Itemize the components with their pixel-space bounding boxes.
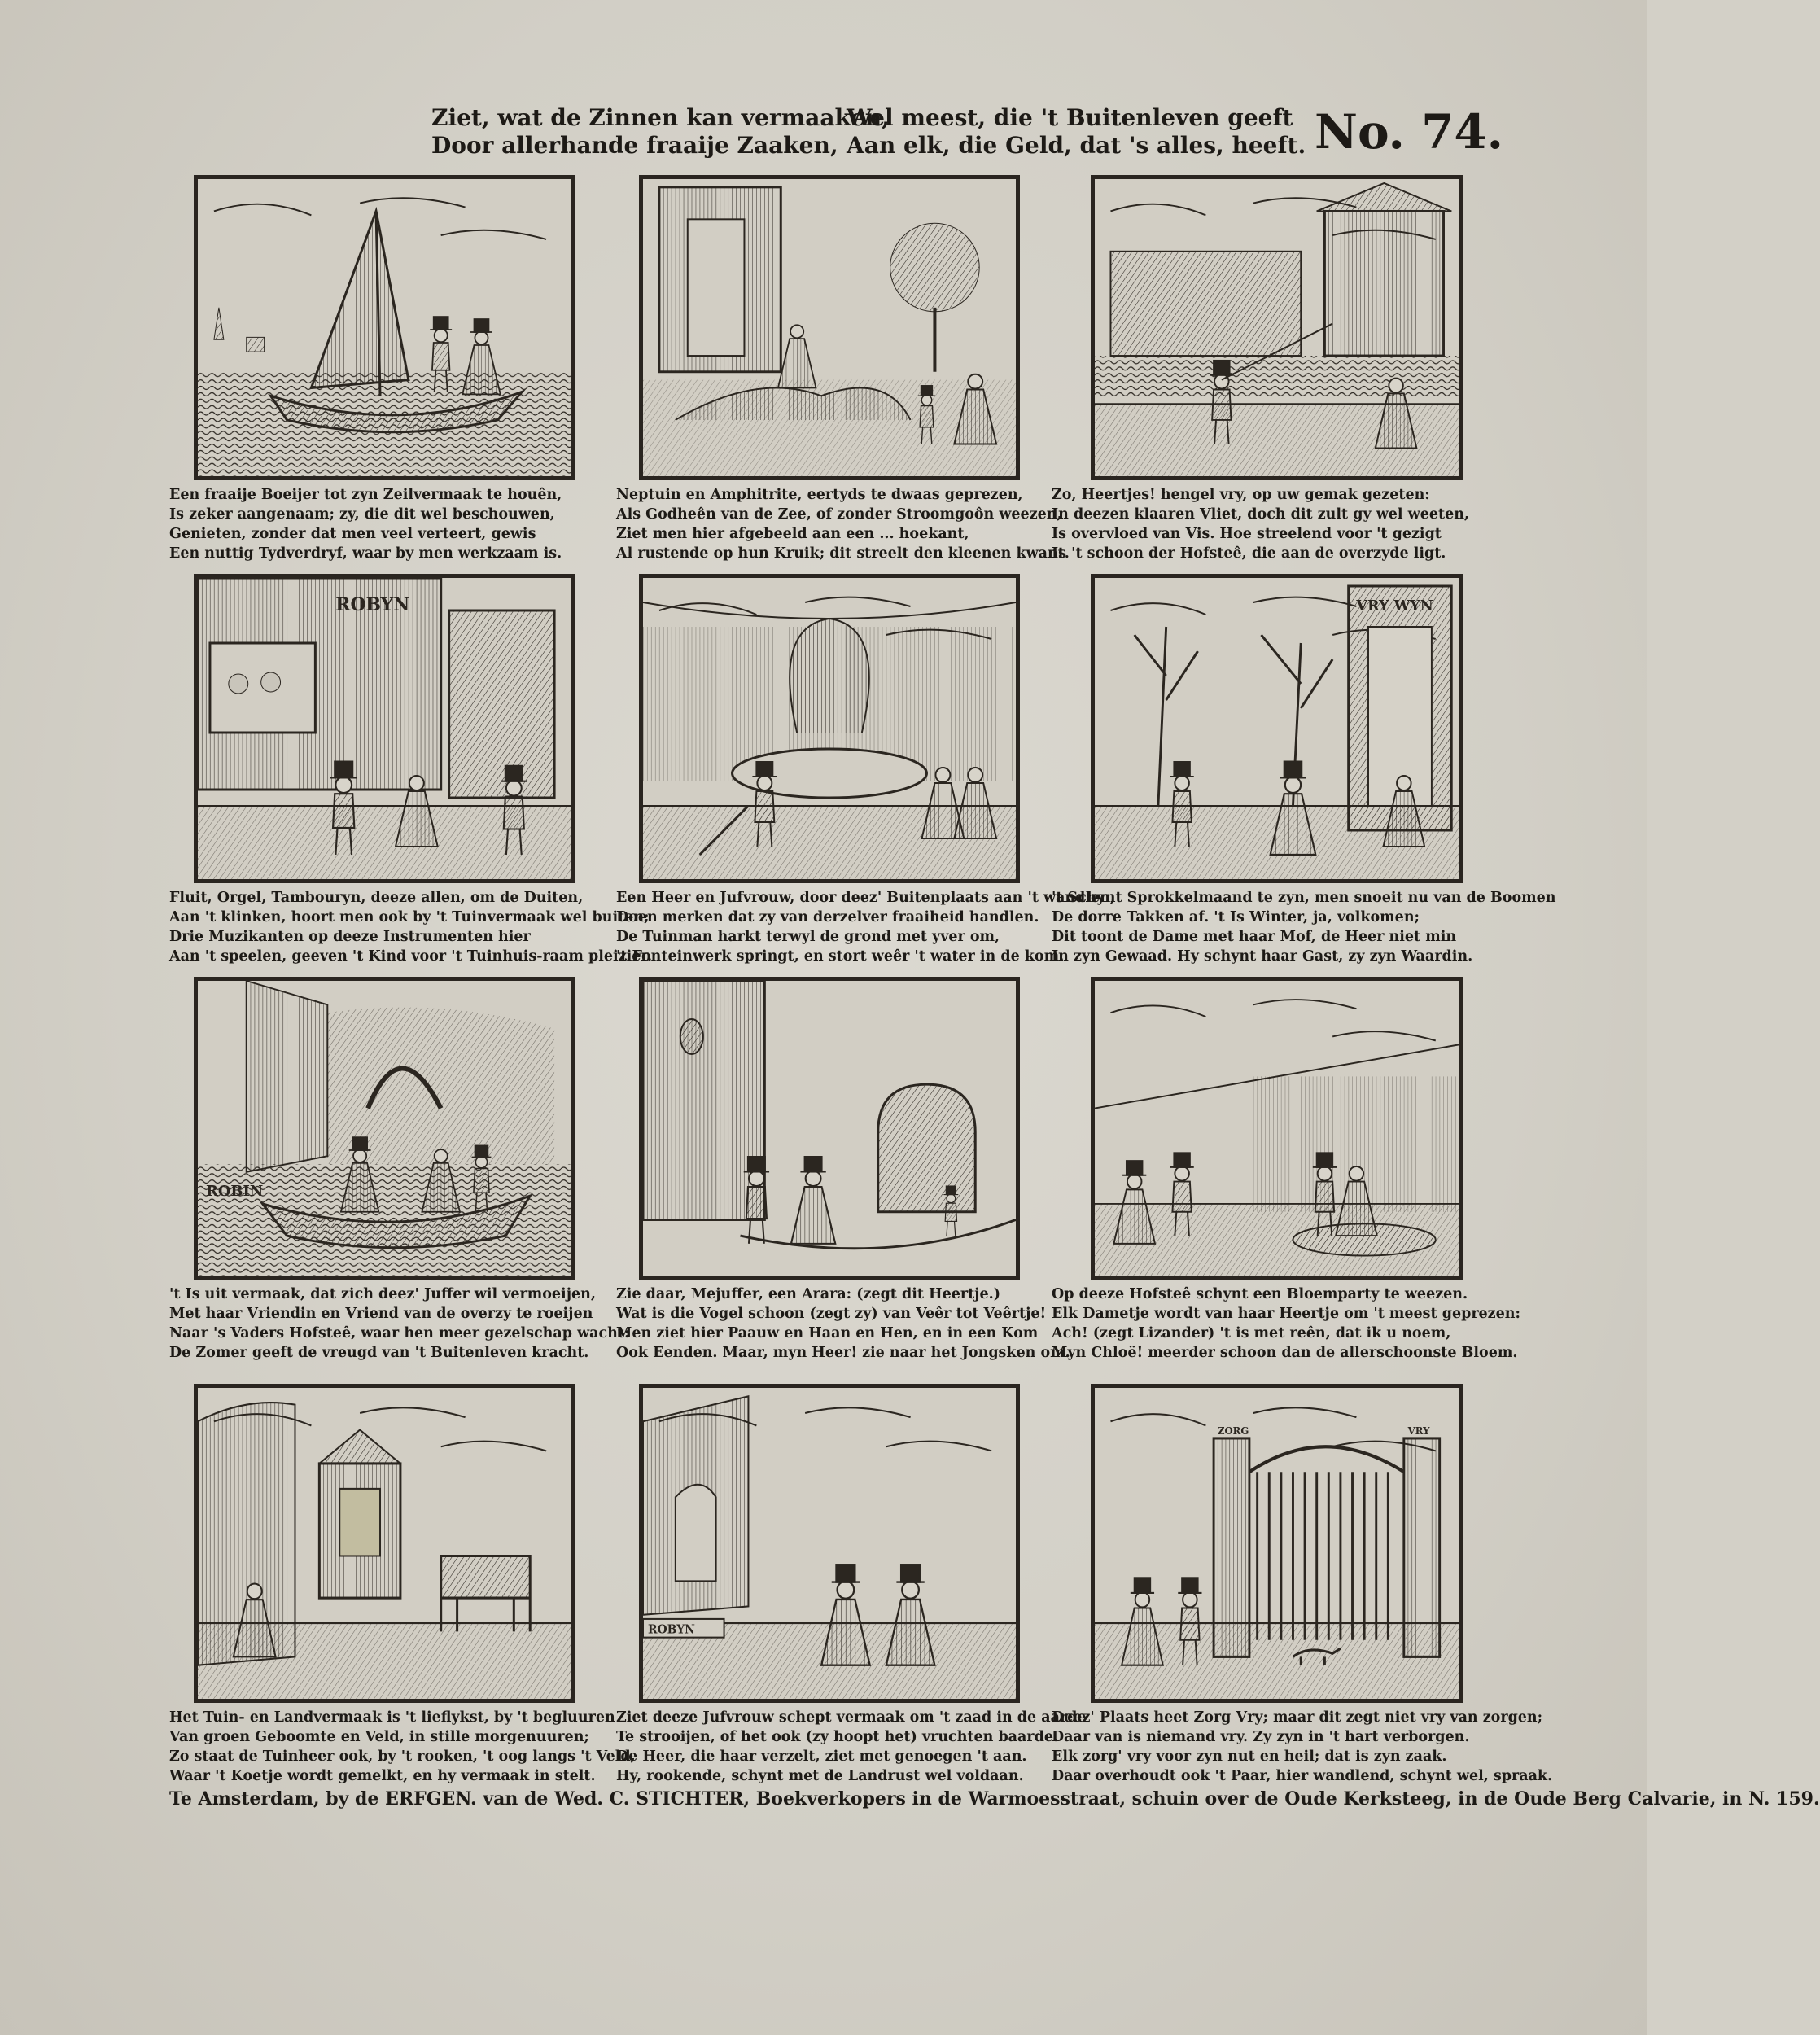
header-line: Aan elk, die Geld, dat 's alles, heeft. bbox=[847, 132, 1306, 159]
caption-line: Al rustende op hun Kruik; dit streelt den kleenen kwant. bbox=[616, 545, 1070, 562]
caption-line: 't Is uit vermaak, dat zich deez' Juffer wil vermoeijen, bbox=[169, 1286, 596, 1302]
verse-caption bbox=[169, 485, 593, 563]
caption-line: Is zeker aangenaam; zy, die dit wel beschouwen, bbox=[169, 506, 555, 523]
svg-text:VRY: VRY bbox=[1407, 1424, 1430, 1437]
verse-caption bbox=[616, 485, 1070, 563]
caption-line: In deezen klaaren Vliet, doch dit zult gy wel weeten, bbox=[1052, 506, 1470, 523]
caption-line: Myn Chloë! meerder schoon dan de allerschoonste Bloem. bbox=[1052, 1345, 1518, 1361]
verse-caption bbox=[616, 1284, 1070, 1363]
caption-line: Waar 't Koetje wordt gemelkt, en hy vermaak in stelt. bbox=[169, 1768, 596, 1784]
svg-text:ROBYN: ROBYN bbox=[647, 1623, 695, 1637]
woodcut-illustration bbox=[1091, 1384, 1463, 1703]
caption-line: Elk Dametje wordt van haar Heertje om 't meest geprezen: bbox=[1052, 1306, 1520, 1322]
caption-line: Een Heer en Jufvrouw, door deez' Buitenplaats aan 't wandlen, bbox=[616, 890, 1115, 906]
verse-caption bbox=[169, 1284, 630, 1363]
caption-line: Aan 't speelen, geeven 't Kind voor 't Tuinhuis-raam pleizier. bbox=[169, 948, 653, 965]
caption-line: De Heer, die haar verzelt, ziet met genoegen 't aan. bbox=[616, 1748, 1027, 1765]
caption-line: In zyn Gewaad. Hy schynt haar Gast, zy zyn Waardin. bbox=[1052, 948, 1473, 965]
caption-line: Zo staat de Tuinheer ook, by 't rooken, 't oog langs 't Veld, bbox=[169, 1748, 636, 1765]
svg-text:ROBIN: ROBIN bbox=[205, 1183, 264, 1201]
caption-line: Te strooijen, of het ook (zy hoopt het) vruchten baarde. bbox=[616, 1729, 1059, 1745]
caption-line: Als Godheên van de Zee, of zonder Stroomgoôn weezen, bbox=[616, 506, 1062, 523]
verse-caption bbox=[1052, 1708, 1553, 1786]
woodcut-illustration bbox=[194, 1384, 575, 1703]
caption-line: Op deeze Hofsteê schynt een Bloemparty te weezen. bbox=[1052, 1286, 1468, 1302]
caption-line: Fluit, Orgel, Tambouryn, deeze allen, om de Duiten, bbox=[169, 890, 584, 906]
caption-line: De Zomer geeft de vreugd van 't Buitenleven kracht. bbox=[169, 1345, 589, 1361]
woodcut-illustration bbox=[194, 574, 575, 883]
caption-line: Is overvloed van Vis. Hoe streelend voor 't gezigt bbox=[1052, 526, 1442, 542]
verse-caption bbox=[169, 888, 653, 966]
woodcut-illustration bbox=[639, 1384, 1020, 1703]
caption-line: Men ziet hier Paauw en Haan en Hen, en in een Kom bbox=[616, 1325, 1039, 1341]
verse-caption bbox=[1052, 1284, 1520, 1363]
caption-line: Is 't schoon der Hofsteê, die aan de overzyde ligt. bbox=[1052, 545, 1446, 562]
caption-line: 't Fonteinwerk springt, en stort weêr 't water in de kom. bbox=[616, 948, 1065, 965]
header-line: Ziet, wat de Zinnen kan vermaaken, bbox=[431, 104, 890, 131]
woodcut-illustration bbox=[639, 574, 1020, 883]
svg-text:ZORG: ZORG bbox=[1217, 1424, 1249, 1437]
caption-line: Dit toont de Dame met haar Mof, de Heer niet min bbox=[1052, 929, 1457, 945]
caption-line: Doen merken dat zy van derzelver fraaiheid handlen. bbox=[616, 909, 1039, 926]
caption-line: Met haar Vriendin en Vriend van de overzy te roeijen bbox=[169, 1306, 593, 1322]
woodcut-illustration bbox=[1091, 977, 1463, 1280]
caption-line: Het Tuin- en Landvermaak is 't lieflykst, by 't begluuren bbox=[169, 1709, 615, 1726]
caption-line: Hy, rookende, schynt met de Landrust wel voldaan. bbox=[616, 1768, 1024, 1784]
caption-line: Wat is die Vogel schoon (zegt zy) van Veêr tot Veêrtje! bbox=[616, 1306, 1047, 1322]
header-right-verse bbox=[847, 104, 1306, 160]
verse-caption bbox=[1052, 888, 1556, 966]
caption-line: Daar van is niemand vry. Zy zyn in 't hart verborgen. bbox=[1052, 1729, 1470, 1745]
caption-line: Drie Muzikanten op deeze Instrumenten hier bbox=[169, 929, 531, 945]
caption-line: Daar overhoudt ook 't Paar, hier wandlend, schynt wel, spraak. bbox=[1052, 1768, 1553, 1784]
publisher-imprint: Te Amsterdam, by de ERFGEN. van de Wed. C. STICHTER, Boekverkopers in de Warmoesstraat, schuin over de Oude Kerksteeg, in de Oude Berg Calvarie, in N. 159. bbox=[169, 1788, 1820, 1810]
caption-line: De dorre Takken af. 't Is Winter, ja, volkomen; bbox=[1052, 909, 1420, 926]
caption-line: Een fraaije Boeijer tot zyn Zeilvermaak te houên, bbox=[169, 487, 562, 503]
woodcut-illustration bbox=[1091, 175, 1463, 480]
caption-line: Neptuin en Amphitrite, eertyds te dwaas geprezen, bbox=[616, 487, 1023, 503]
verse-caption bbox=[616, 888, 1115, 966]
woodcut-illustration bbox=[194, 977, 575, 1280]
caption-line: Genieten, zonder dat men veel verteert, gewis bbox=[169, 526, 536, 542]
svg-text:ROBYN: ROBYN bbox=[335, 593, 410, 616]
verse-caption bbox=[169, 1708, 636, 1786]
woodcut-illustration bbox=[194, 175, 575, 480]
sheet-number: No. 74. bbox=[1315, 104, 1503, 160]
caption-line: 't Schynt Sprokkelmaand te zyn, men snoeit nu van de Boomen bbox=[1052, 890, 1556, 906]
verse-caption bbox=[1052, 485, 1470, 563]
woodcut-illustration bbox=[639, 175, 1020, 480]
caption-line: De Tuinman harkt terwyl de grond met yver om, bbox=[616, 929, 1000, 945]
verse-header bbox=[423, 104, 1306, 163]
caption-line: Aan 't klinken, hoort men ook by 't Tuinvermaak wel buiten; bbox=[169, 909, 650, 926]
caption-line: Van groen Geboomte en Veld, in stille morgenuuren; bbox=[169, 1729, 589, 1745]
header-line: Door allerhande fraaije Zaaken, bbox=[431, 132, 838, 159]
caption-line: Een nuttig Tydverdryf, waar by men werkzaam is. bbox=[169, 545, 562, 562]
svg-text:VRY WYN: VRY WYN bbox=[1356, 597, 1433, 615]
verse-caption bbox=[616, 1708, 1087, 1786]
caption-line: Zie daar, Mejuffer, een Arara: (zegt dit Heertje.) bbox=[616, 1286, 1000, 1302]
caption-line: Ach! (zegt Lizander) 't is met reên, dat ik u noem, bbox=[1052, 1325, 1451, 1341]
caption-line: Elk zorg' vry voor zyn nut en heil; dat is zyn zaak. bbox=[1052, 1748, 1447, 1765]
header-line: Wel meest, die 't Buitenleven geeft bbox=[847, 104, 1293, 131]
caption-line: Ziet deeze Jufvrouw schept vermaak om 't zaad in de aarde bbox=[616, 1709, 1087, 1726]
header-left-verse bbox=[431, 104, 890, 160]
caption-line: Naar 's Vaders Hofsteê, waar hen meer gezelschap wacht: bbox=[169, 1325, 630, 1341]
caption-line: Zo, Heertjes! hengel vry, op uw gemak gezeten: bbox=[1052, 487, 1430, 503]
caption-line: Ziet men hier afgebeeld aan een ... hoekant, bbox=[616, 526, 969, 542]
woodcut-illustration bbox=[639, 977, 1020, 1280]
woodcut-illustration bbox=[1091, 574, 1463, 883]
caption-line: Deez' Plaats heet Zorg Vry; maar dit zegt niet vry van zorgen; bbox=[1052, 1709, 1543, 1726]
caption-line: Ook Eenden. Maar, myn Heer! zie naar het Jongsken om. bbox=[616, 1345, 1070, 1361]
